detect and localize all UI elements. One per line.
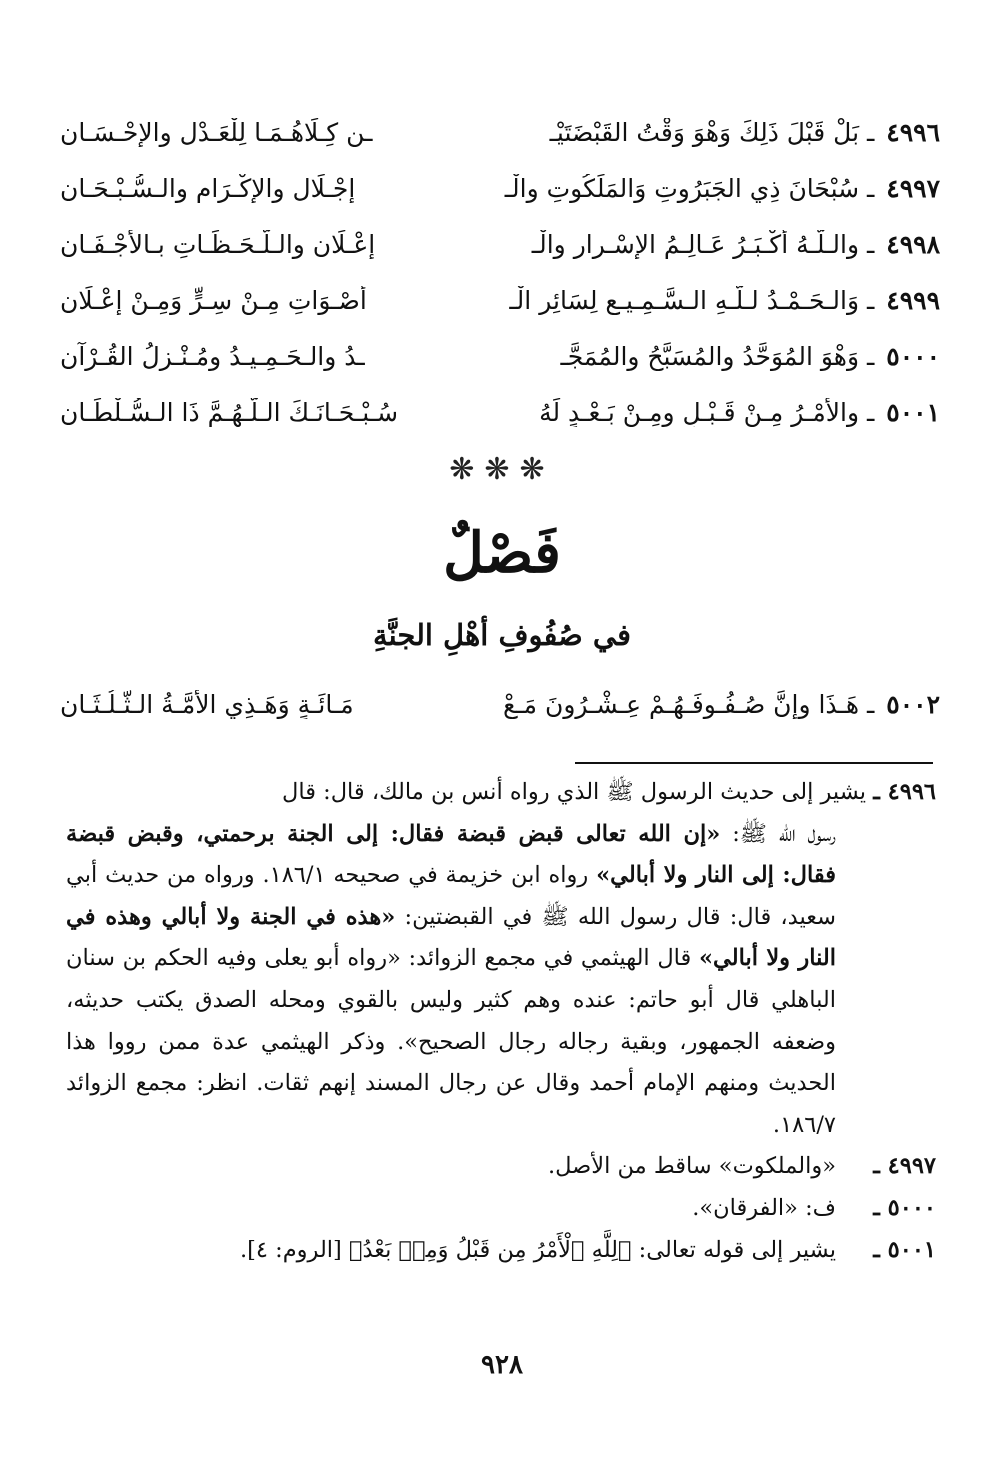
footnote-5001 xyxy=(66,1230,936,1272)
verse-number: ٥٠٠٠ xyxy=(886,341,940,371)
page-number: ٩٢٨ xyxy=(481,1350,523,1380)
footnote-text: رواه ابن خزيمة في صحيحه ١٨٦/١. ورواه من حديث أبي سعيد، قال: قال رسول الله ﷺ في القبضتين: xyxy=(66,862,836,930)
verse-5002-block xyxy=(60,676,940,732)
footnote-number: ٤٩٩٧ ـ xyxy=(873,1153,936,1180)
verse-5002 xyxy=(60,676,940,732)
verse-4999 xyxy=(60,272,940,328)
footnote-4996 xyxy=(66,772,936,1146)
verse-first-hemistich: ٤٩٩٩ ـ وَالـحَـمْـدُ لـلَّـهِ الـسَّـمِـيـعِ لِسَائِرِ الْـ xyxy=(509,285,940,315)
hadith-quote: «هذه في الجنة ولا أبالي وهذه في النار ولا أبالي» xyxy=(66,903,836,972)
verse-number: ٥٠٠١ xyxy=(886,397,940,427)
verse-second-hemistich: أصْـوَاتِ مِـنْ سِـرٍّ وَمِـنْ إعْـلَانِ xyxy=(60,285,367,315)
verse-number: ٤٩٩٩ xyxy=(886,285,940,315)
footnote-4997 xyxy=(66,1146,936,1188)
verse-first-hemistich: ٥٠٠٠ ـ وَهْوَ المُوَحَّدُ والمُسَبَّحُ والمُمَجَّـ xyxy=(560,341,940,371)
verse-text: بَلْ قَبْلَ ذَلِكَ وَهْوَ وَقْتُ القَبْضَتَيْـ xyxy=(549,117,860,147)
footnote-number: ٥٠٠١ ـ xyxy=(873,1236,936,1263)
verse-second-hemistich: ـدُ والـحَـمِـيـدُ ومُـنْـزِلُ القُـرْآنِ xyxy=(60,341,365,371)
verse-second-hemistich: سُـبْـحَـانَـكَ الـلَّـهُـمَّ ذَا الـسُّـلْطَـانِ xyxy=(60,397,399,427)
footnote-text: يشير إلى حديث الرسول ﷺ الذي رواه أنس بن مالك، قال: قال xyxy=(282,779,867,805)
hadith-quote: «إن الله تعالى قبض قبضة فقال: إلى الجنة برحمتي، وقبض قبضة فقال: إلى النار ولا أبالي» xyxy=(66,820,836,889)
footnote-5000 xyxy=(66,1188,936,1230)
verse-second-hemistich: إعْـلَانِ والـلَّـحَـظَـاتِ بـالأجْـفَـانِ xyxy=(60,229,376,259)
section-title: فَصْلٌ xyxy=(443,520,561,586)
verse-number: ٤٩٩٦ xyxy=(886,117,940,147)
verse-first-hemistich: ٥٠٠٢ ـ هَـذَا وإنَّ صُـفُـوفَـهُـمْ عِـشْـرُونَ مَـعْ xyxy=(503,689,940,719)
footnote-continuation xyxy=(66,814,836,1147)
verse-5001 xyxy=(60,384,940,440)
verse-second-hemistich: مَـائَـةٍ وَهَـذِي الأمَّـةُ الـثُّـلُـثَـانِ xyxy=(60,689,354,719)
footnotes xyxy=(66,772,936,1271)
footnote-number: ٥٠٠٠ ـ xyxy=(873,1194,936,1221)
verse-first-hemistich: ٤٩٩٨ ـ والـلَّـهُ أكْـبَـرُ عَـالِـمُ الإسْـرار والْـ xyxy=(531,229,940,259)
section-separator: ❋❋❋ xyxy=(449,452,555,487)
verse-text: هَـذَا وإنَّ صُـفُـوفَـهُـمْ عِـشْـرُونَ مَـعْ xyxy=(503,689,860,719)
footnote-text: «والملكوت» ساقط من الأصل. xyxy=(547,1153,836,1180)
footnote-number: ٤٩٩٦ ـ xyxy=(873,779,936,805)
verse-number: ٤٩٩٧ xyxy=(886,173,940,203)
verse-text: سُبْحَانَ ذِي الجَبَرُوتِ وَالمَلَكُوتِ والْـ xyxy=(504,173,860,203)
verse-4998 xyxy=(60,216,940,272)
verse-text: وَهْوَ المُوَحَّدُ والمُسَبَّحُ والمُمَجَّـ xyxy=(560,341,860,371)
verse-text: وَالـحَـمْـدُ لـلَّـهِ الـسَّـمِـيـعِ لِسَائِرِ الْـ xyxy=(509,285,860,315)
verse-4997 xyxy=(60,160,940,216)
verse-text: والأمْـرُ مِـنْ قَـبْـلٍ ومِـنْ بَـعْـدٍ لَهُ xyxy=(539,397,860,427)
poem-verses xyxy=(60,104,940,440)
verse-number: ٥٠٠٢ xyxy=(886,689,940,719)
verse-number: ٤٩٩٨ xyxy=(886,229,940,259)
verse-text: والـلَّـهُ أكْـبَـرُ عَـالِـمُ الإسْـرار والْـ xyxy=(531,229,860,259)
footnote-divider xyxy=(575,762,933,764)
verse-second-hemistich: ـن كِـلَاهُـمَـا لِلْعَـدْلِ والإحْـسَـانِ xyxy=(60,117,373,147)
verse-5000 xyxy=(60,328,940,384)
footnote-first-line xyxy=(66,772,936,814)
verse-second-hemistich: إجْـلَالِ والإكْـرَامِ والـسُّـبْـحَـانِ xyxy=(60,173,356,203)
footnote-text: ف: «الفرقان». xyxy=(692,1194,836,1221)
section-heading: في صُفُوفِ أهْلِ الجنَّةِ xyxy=(373,618,631,652)
footnote-text: قال الهيثمي في مجمع الزوائد: «رواه أبو يعلى وفيه الحكم بن سنان الباهلي قال أبو حاتم: عنده وهم كثير وليس بالقوي ومحله الصدق يكتب حديثه، وضعفه الجمهور، وبقية رجاله رجال الصحيح». وذكر الهيثمي عدة ممن رووا هذا الحديث ومنهم الإمام أحمد وقال عن رجال المسند إنهم ثقات. انظر: مجمع الزوائد ١٨٦/٧. xyxy=(66,945,836,1138)
verse-first-hemistich: ٤٩٩٧ ـ سُبْحَانَ ذِي الجَبَرُوتِ وَالمَلَكُوتِ والْـ xyxy=(504,173,940,203)
footnote-text: يشير إلى قوله تعالى: ﴿لِلَّهِ ٱلْأَمْرُ مِن قَبْلُ وَمِنۢ بَعْدُ﴾ [الروم: ٤]. xyxy=(239,1236,836,1263)
verse-first-hemistich: ٤٩٩٦ ـ بَلْ قَبْلَ ذَلِكَ وَهْوَ وَقْتُ القَبْضَتَيْـ xyxy=(549,117,940,147)
verse-4996 xyxy=(60,104,940,160)
footnote-text: رسول الله ﷺ: xyxy=(720,820,836,847)
verse-first-hemistich: ٥٠٠١ ـ والأمْـرُ مِـنْ قَـبْـلٍ ومِـنْ بَـعْـدٍ لَهُ xyxy=(539,397,940,427)
